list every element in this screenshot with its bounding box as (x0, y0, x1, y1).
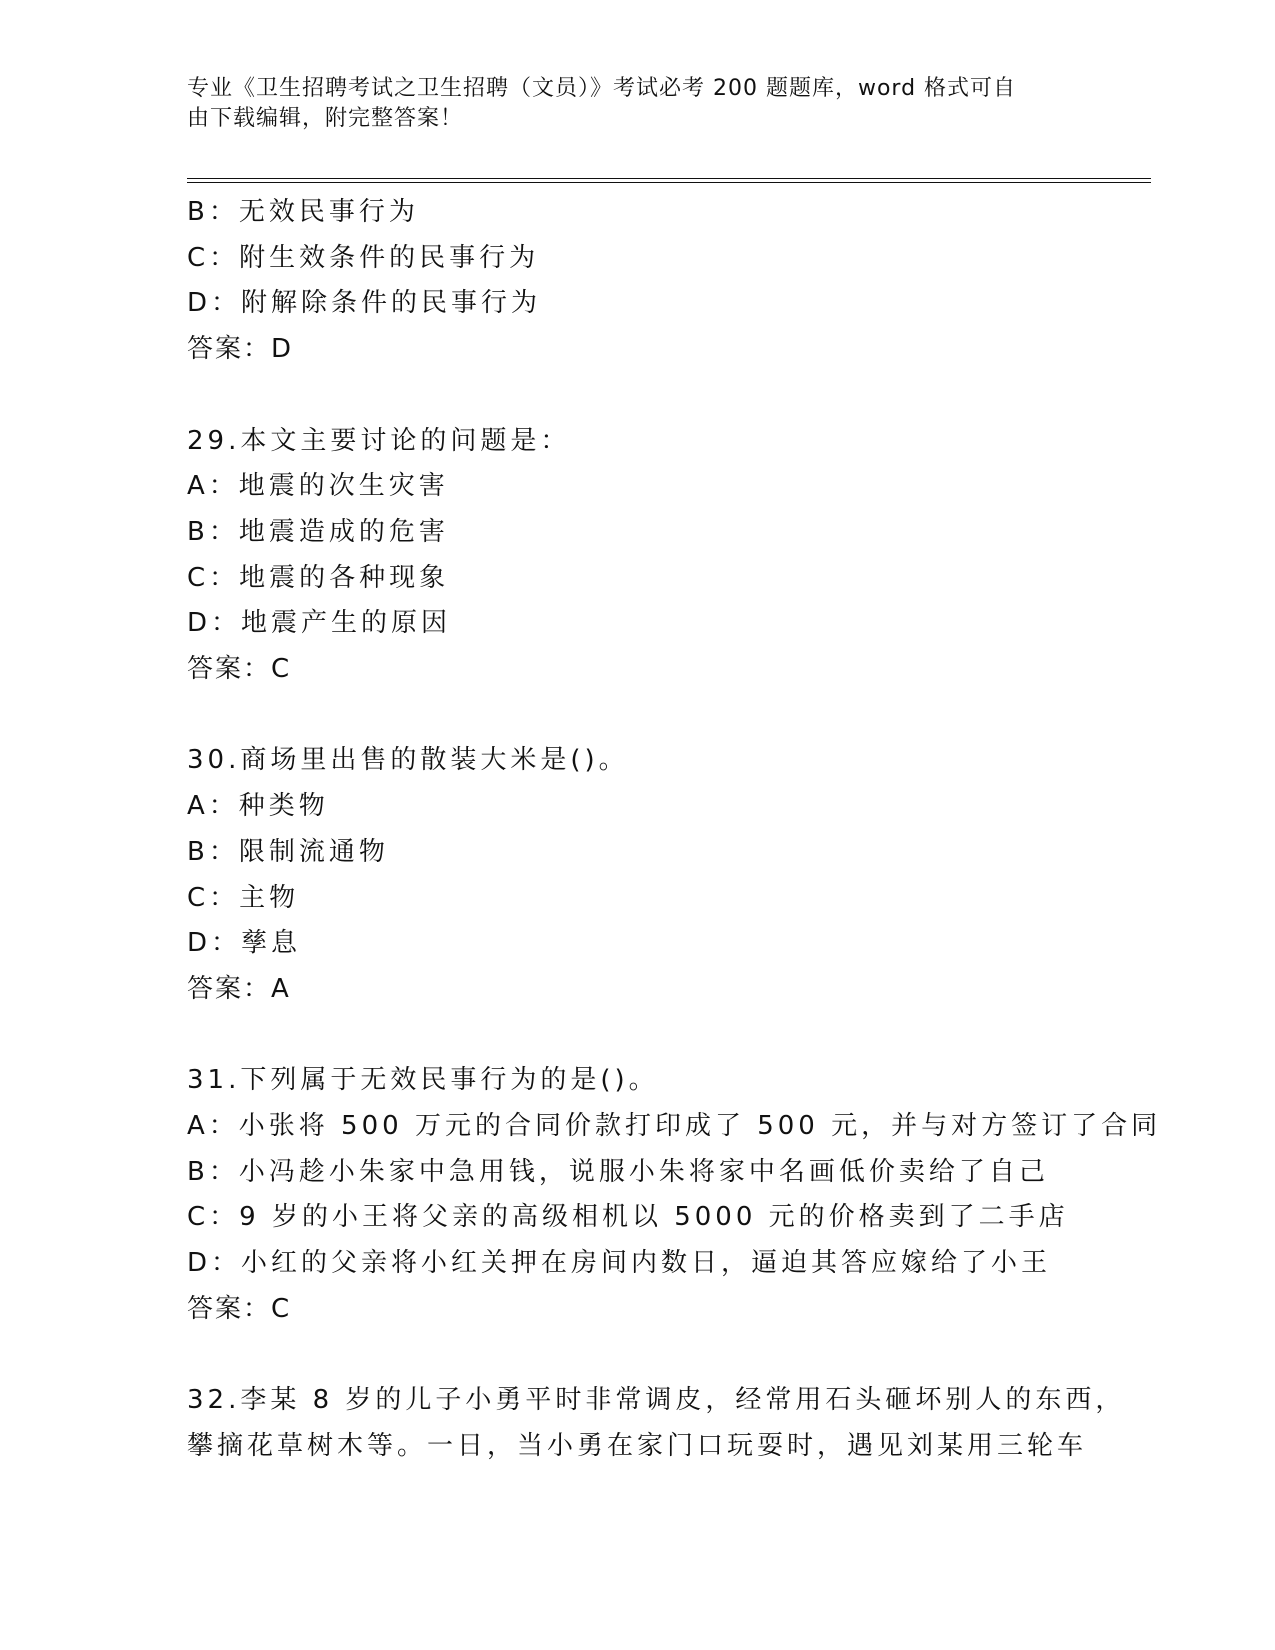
question-stem: 30.商场里出售的散装大米是()。 (187, 745, 629, 776)
question-stem-line-2: 攀摘花草树木等。一日，当小勇在家门口玩耍时，遇见刘某用三轮车 (187, 1430, 1088, 1461)
header-double-rule (187, 178, 1151, 183)
spacer (187, 1013, 1137, 1059)
option-d: D：小红的父亲将小红关押在房间内数日，逼迫其答应嫁给了小王 (187, 1248, 1052, 1279)
header-line-1: 专业《卫生招聘考试之卫生招聘（文员）》考试必考 200 题题库，word 格式可自 (187, 76, 1017, 101)
question-block-32 (187, 1378, 1137, 1469)
answer: 答案：C (187, 654, 292, 685)
option-c: C：附生效条件的民事行为 (187, 242, 540, 273)
question-stem-line-1: 32.李某 8 岁的儿子小勇平时非常调皮，经常用石头砸坏别人的东西， (187, 1385, 1126, 1416)
option-c: C：地震的各种现象 (187, 562, 450, 593)
answer: 答案：C (187, 1293, 292, 1324)
spacer (187, 693, 1137, 739)
spacer (187, 373, 1137, 419)
option-b: B：小冯趁小朱家中急用钱，说服小朱将家中名画低价卖给了自己 (187, 1156, 1049, 1187)
option-d: D：附解除条件的民事行为 (187, 288, 542, 319)
question-block-31 (187, 1058, 1162, 1332)
option-b: B：无效民事行为 (187, 197, 419, 227)
question-block-30 (187, 738, 1137, 1012)
option-d: D：孳息 (187, 928, 302, 959)
answer: 答案：D (187, 334, 294, 365)
question-block-29 (187, 419, 1137, 693)
option-b: B：限制流通物 (187, 836, 389, 867)
header-line-2: 由下载编辑，附完整答案！ (187, 106, 464, 131)
option-c: C：主物 (187, 882, 300, 913)
option-a: A：种类物 (187, 791, 329, 822)
question-content (187, 190, 1162, 1470)
option-a: A：地震的次生灾害 (187, 471, 449, 502)
page-header (187, 74, 1067, 134)
spacer (187, 1333, 1137, 1379)
option-b: B：地震造成的危害 (187, 516, 449, 547)
option-a: A：小张将 500 万元的合同价款打印成了 500 元，并与对方签订了合同 (187, 1111, 1162, 1142)
option-d: D：地震产生的原因 (187, 608, 452, 639)
question-stem: 29.本文主要讨论的问题是： (187, 425, 571, 456)
option-c: C：9 岁的小王将父亲的高级相机以 5000 元的价格卖到了二手店 (187, 1202, 1069, 1233)
answer: 答案：A (187, 973, 291, 1004)
question-stem: 31.下列属于无效民事行为的是()。 (187, 1065, 659, 1096)
question-block-28 (187, 190, 1137, 373)
